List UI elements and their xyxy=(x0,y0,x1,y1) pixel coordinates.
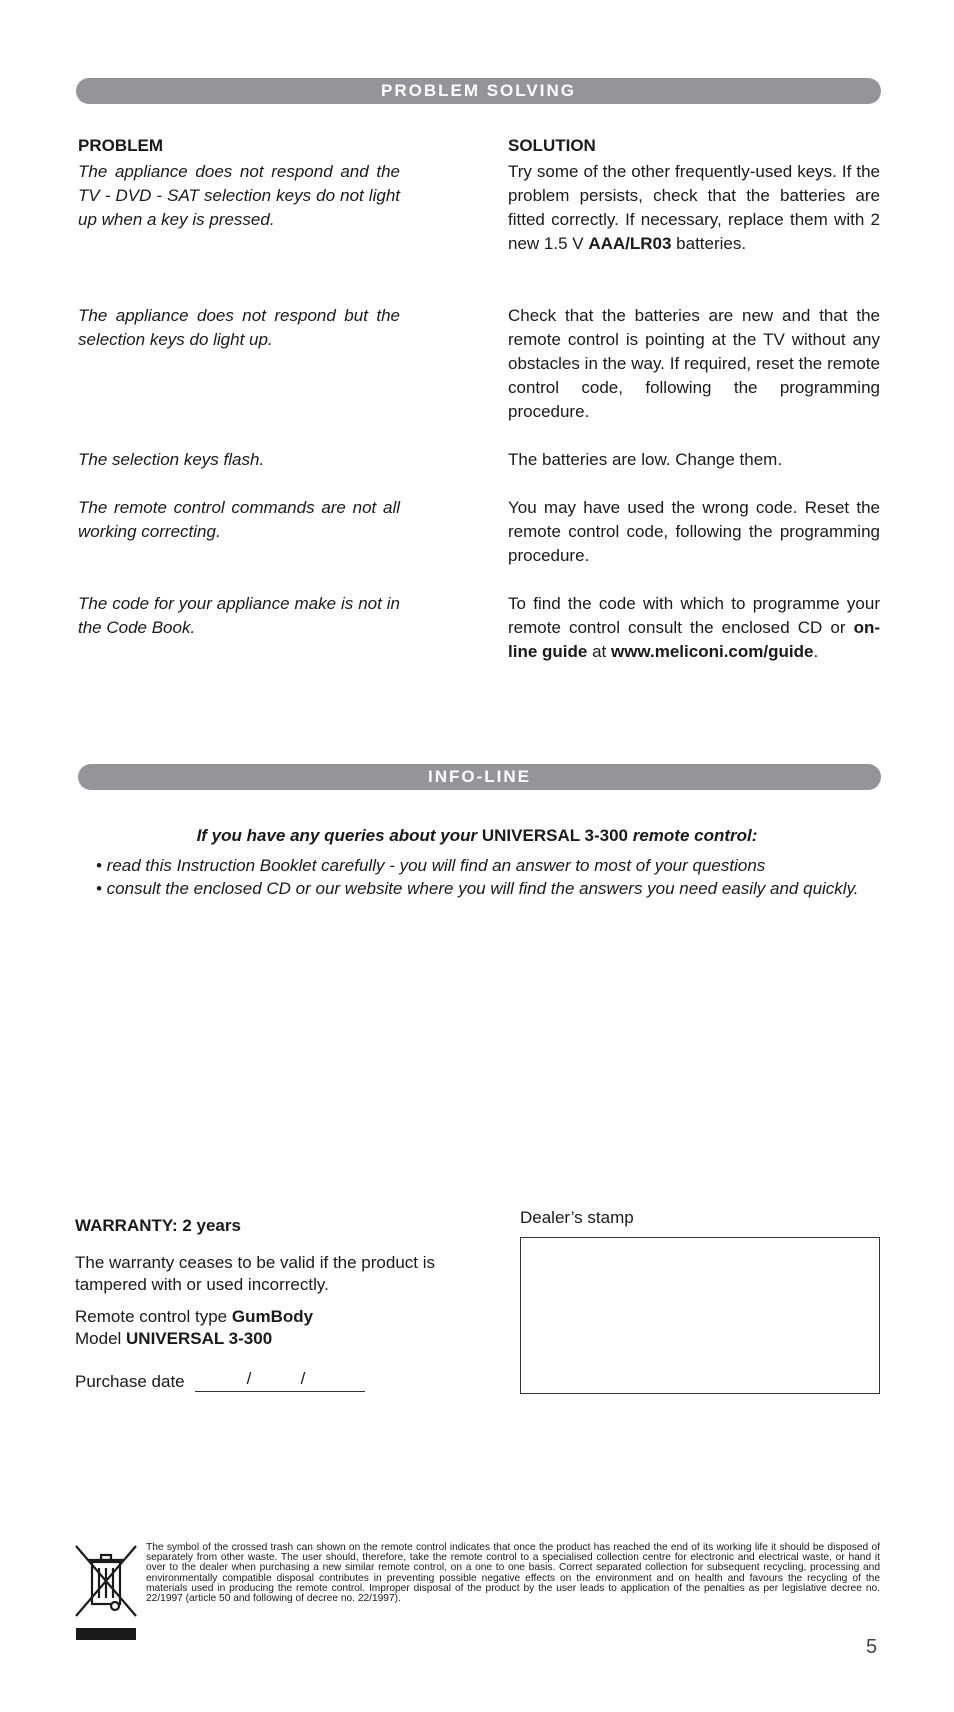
problem-column-label: PROBLEM xyxy=(78,136,163,155)
purchase-date-field[interactable] xyxy=(195,1371,365,1392)
info-line-query: If you have any queries about your UNIVERSAL 3-300 remote control: xyxy=(196,826,758,845)
solution-text-5: To find the code with which to programme your remote control consult the enclosed CD or on-line guide at www.meliconi.com/guide. xyxy=(508,594,880,661)
warranty-section xyxy=(75,1216,435,1350)
purchase-date xyxy=(75,1371,365,1392)
solution-text-2: Check that the batteries are new and that the remote control is pointing at the TV without any obstacles in the way. If required, reset the remote control code, following the programming procedure. xyxy=(508,306,880,421)
problem-text-3: The selection keys flash. xyxy=(78,450,265,469)
info-line-heading: INFO-LINE xyxy=(78,764,881,790)
problem-text-1: The appliance does not respond and the TV - DVD - SAT selection keys do not light up when a key is pressed. xyxy=(78,162,400,229)
dealer-stamp-label: Dealer’s stamp xyxy=(520,1208,634,1227)
info-line-bullets xyxy=(96,854,859,900)
model: Model UNIVERSAL 3-300 xyxy=(75,1329,273,1348)
info-bullet-2: • consult the enclosed CD or our website where you will find the answers you need easily and quickly. xyxy=(96,879,859,898)
problem-text-5: The code for your appliance make is not in the Code Book. xyxy=(78,594,400,637)
purchase-date-label: Purchase date xyxy=(75,1372,185,1391)
problem-solving-heading: PROBLEM SOLVING xyxy=(76,78,881,104)
solution-column-label: SOLUTION xyxy=(508,136,596,155)
date-separator-1: / xyxy=(246,1369,252,1388)
solution-text-4: You may have used the wrong code. Reset the remote control code, following the programming procedure. xyxy=(508,498,880,565)
date-separator-2: / xyxy=(300,1369,306,1388)
crossed-trash-can-icon xyxy=(74,1544,138,1640)
remote-type: Remote control type GumBody xyxy=(75,1307,314,1326)
solution-text-3: The batteries are low. Change them. xyxy=(508,450,783,469)
info-bullet-1: • read this Instruction Booklet carefully - you will find an answer to most of your questions xyxy=(96,856,766,875)
dealer-stamp-box xyxy=(520,1237,880,1394)
page-number: 5 xyxy=(866,1636,878,1658)
warranty-text: The warranty ceases to be valid if the product is tampered with or used incorrectly. xyxy=(75,1253,436,1294)
disposal-notice: The symbol of the crossed trash can shown on the remote control indicates that once the product has reached the end of its working life it should be disposed of separately from other waste. The user should, therefore, take the remote control to a specialised collection centre for electronic and electrical waste, or hand it over to the dealer when purchasing a new similar remote control, on a one to one basis. Correct separated collection for subsequent recycling, processing and environmentally compatible disposal contributes in preventing possible negative effects on the environment and on health and favours the recycling of the materials used in producing the remote control. Improper disposal of the product by the user leads to application of the penalties as per legislative decree no. 22/1997 (article 50 and following of decree no. 22/1997). xyxy=(146,1542,880,1605)
problem-text-4: The remote control commands are not all working correcting. xyxy=(78,498,400,541)
problem-text-2: The appliance does not respond but the selection keys do light up. xyxy=(78,306,400,349)
solution-text-1: Try some of the other frequently-used keys. If the problem persists, check that the batteries are fitted correctly. If necessary, replace them with 2 new 1.5 V AAA/LR03 batteries. xyxy=(508,162,880,253)
warranty-title: WARRANTY: 2 years xyxy=(75,1216,241,1235)
